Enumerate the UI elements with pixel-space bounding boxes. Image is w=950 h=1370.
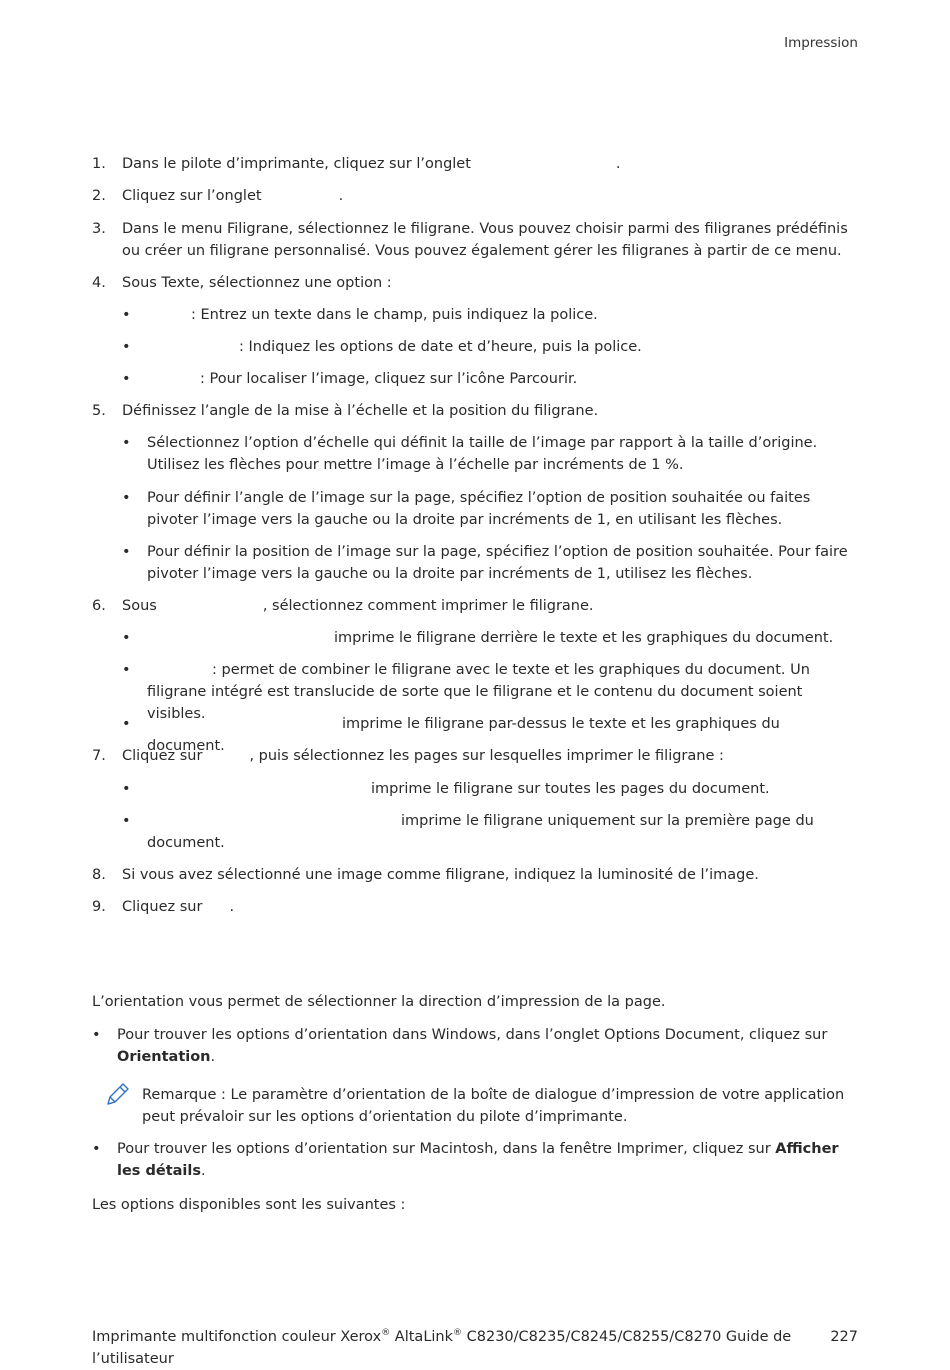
step-number: 1.: [92, 156, 106, 172]
bullet: •: [122, 813, 131, 829]
step-1-text: Dans le pilote d’imprimante, cliquez sur l’onglet .: [122, 156, 621, 172]
bullet: •: [92, 1027, 101, 1043]
step-number: 9.: [92, 899, 106, 915]
step-2-text: Cliquez sur l’onglet .: [122, 188, 344, 204]
step-4-text: Sous Texte, sélectionnez une option :: [122, 275, 392, 291]
step-5-angle: Pour définir l’angle de l’image sur la page, spécifiez l’option de position souhaitée ou faites pivoter l’image vers la gauche ou la droite par incréments de 1, en utilisant les flèches.: [147, 490, 811, 528]
step-6-text: Sous , sélectionnez comment imprimer le filigrane.: [122, 598, 594, 614]
step-8-text: Si vous avez sélectionné une image comme filigrane, indiquez la luminosité de l’image.: [122, 867, 759, 883]
step-number: 5.: [92, 403, 106, 419]
step-7-text: Cliquez sur , puis sélectionnez les pages sur lesquelles imprimer le filigrane :: [122, 748, 724, 764]
step-number: 8.: [92, 867, 106, 883]
orientation-windows: Pour trouver les options d’orientation dans Windows, dans l’onglet Options Document, cliquez sur Orientation.: [117, 1027, 828, 1065]
step-7-all-pages: imprime le filigrane sur toutes les pages du document.: [371, 781, 770, 797]
bullet: •: [122, 630, 131, 646]
step-9-text: Cliquez sur .: [122, 899, 235, 915]
bullet: •: [122, 371, 131, 387]
step-4-option-date: : Indiquez les options de date et d’heure, puis la police.: [239, 339, 642, 355]
bullet: •: [122, 716, 131, 732]
step-3-text: Dans le menu Filigrane, sélectionnez le filigrane. Vous pouvez choisir parmi des filigranes prédéfinis ou créer un filigrane personnalisé. Vous pouvez également gérer les filigranes à partir de ce menu.: [122, 221, 848, 259]
bullet: •: [122, 490, 131, 506]
orientation-intro: L’orientation vous permet de sélectionner la direction d’impression de la page.: [92, 994, 666, 1010]
footer-title: Imprimante multifonction couleur Xerox® AltaLink® C8230/C8235/C8245/C8255/C8270 Guide de l’utilisateur: [92, 1328, 792, 1367]
bullet: •: [122, 662, 131, 678]
step-5-scale: Sélectionnez l’option d’échelle qui définit la taille de l’image par rapport à la taille d’origine. Utilisez les flèches pour mettre l’image à l’échelle par incréments de 1 %.: [147, 435, 818, 473]
pencil-icon: [104, 1080, 132, 1108]
page-number: 227: [830, 1329, 858, 1345]
step-number: 6.: [92, 598, 106, 614]
step-7-first-page: imprime le filigrane uniquement sur la première page du document.: [147, 813, 814, 851]
bullet: •: [122, 435, 131, 451]
step-6-background: imprime le filigrane derrière le texte et les graphiques du document.: [334, 630, 834, 646]
step-5-position: Pour définir la position de l’image sur la page, spécifiez l’option de position souhaitée. Pour faire pivoter l’image vers la gauche ou la droite par incréments de 1, utilisez les flèches.: [147, 544, 848, 582]
note-text: Remarque : Le paramètre d’orientation de la boîte de dialogue d’impression de votre application peut prévaloir sur les options d’orientation du pilote d’imprimante.: [142, 1087, 845, 1125]
step-6-foreground: imprime le filigrane par-dessus le texte et les graphiques du document.: [147, 716, 780, 754]
step-6-blend: : permet de combiner le filigrane avec le texte et les graphiques du document. Un filigrane intégré est translucide de sorte que le filigrane et le contenu du document soient visibles.: [147, 662, 810, 722]
available-options: Les options disponibles sont les suivantes :: [92, 1197, 406, 1213]
running-header: Impression: [784, 35, 858, 51]
orientation-mac: Pour trouver les options d’orientation sur Macintosh, dans la fenêtre Imprimer, cliquez sur Afficher les détails.: [117, 1141, 839, 1179]
step-number: 4.: [92, 275, 106, 291]
step-4-option-image: : Pour localiser l’image, cliquez sur l’icône Parcourir.: [200, 371, 578, 387]
step-number: 3.: [92, 221, 106, 237]
bullet: •: [122, 544, 131, 560]
bullet: •: [122, 339, 131, 355]
step-4-option-text: : Entrez un texte dans le champ, puis indiquez la police.: [191, 307, 598, 323]
bullet: •: [92, 1141, 101, 1157]
step-number: 2.: [92, 188, 106, 204]
bullet: •: [122, 781, 131, 797]
step-number: 7.: [92, 748, 106, 764]
step-5-text: Définissez l’angle de la mise à l’échelle et la position du filigrane.: [122, 403, 599, 419]
bullet: •: [122, 307, 131, 323]
